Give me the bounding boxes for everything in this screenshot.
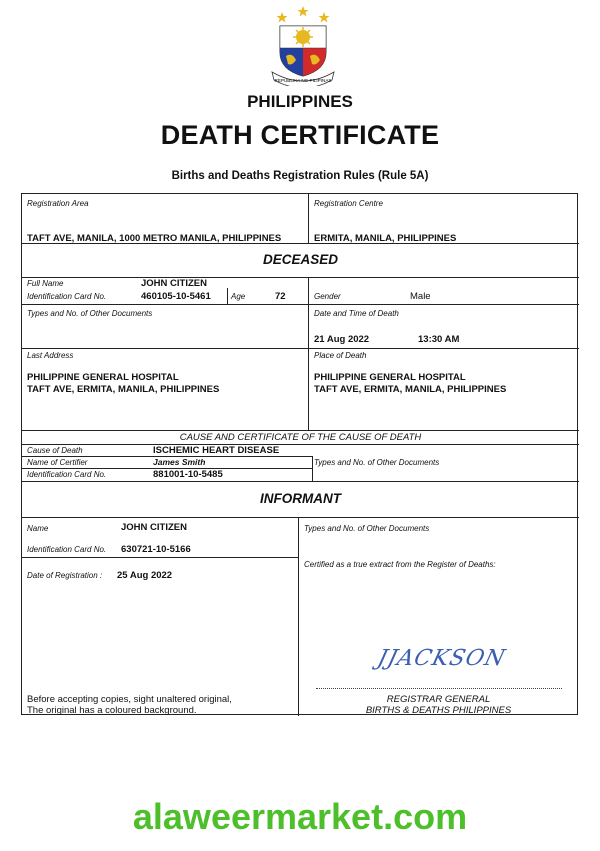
signature-line [316, 688, 562, 689]
informant-name-value: JOHN CITIZEN [121, 522, 187, 533]
registration-centre-label: Registration Centre [314, 199, 383, 208]
watermark-website: alaweermarket.com [132, 796, 468, 837]
registrar-title-line2: BIRTHS & DEATHS PHILIPPINES [365, 705, 512, 716]
place-of-death-line2: TAFT AVE, ERMITA, MANILA, PHILIPPINES [314, 384, 507, 395]
registrar-signature: JJACKSON [374, 646, 509, 671]
deceased-heading: DECEASED [262, 252, 338, 267]
informant-other-docs-label: Types and No. of Other Documents [304, 524, 430, 533]
document-title: DEATH CERTIFICATE [160, 120, 440, 150]
country-heading: PHILIPPINES [247, 92, 353, 111]
informant-id-value: 630721-10-5166 [121, 544, 191, 555]
cause-heading: CAUSE AND CERTIFICATE OF THE CAUSE OF DEATH [179, 432, 422, 443]
registration-area-label: Registration Area [27, 199, 89, 208]
philippine-coat-of-arms [268, 4, 338, 86]
informant-heading: INFORMANT [260, 491, 341, 506]
death-date-value: 21 Aug 2022 [314, 334, 370, 345]
certifier-id-label: Identification Card No. [27, 470, 107, 479]
certifier-id-value: 881001-10-5485 [153, 469, 223, 480]
age-value: 72 [275, 291, 286, 302]
last-address-line1: PHILIPPINE GENERAL HOSPITAL [27, 372, 179, 383]
registration-centre-value: ERMITA, MANILA, PHILIPPINES [314, 233, 457, 244]
registration-area-value: TAFT AVE, MANILA, 1000 METRO MANILA, PHILIPPINES [27, 233, 282, 244]
original-note-line1: Before accepting copies, sight unaltered original, [27, 694, 232, 705]
age-label: Age [231, 292, 246, 301]
death-datetime-label: Date and Time of Death [314, 309, 399, 318]
deceased-id-label: Identification Card No. [27, 292, 107, 301]
informant-name-label: Name [27, 524, 49, 533]
gender-value: Male [410, 291, 431, 302]
registration-date-label: Date of Registration : [27, 571, 103, 580]
place-of-death-line1: PHILIPPINE GENERAL HOSPITAL [314, 372, 466, 383]
cause-of-death-label: Cause of Death [27, 446, 83, 455]
full-name-label: Full Name [27, 279, 64, 288]
certifier-label: Name of Certifier [27, 458, 88, 467]
certified-extract-label: Certified as a true extract from the Register of Deaths: [304, 560, 496, 569]
rules-subtitle: Births and Deaths Registration Rules (Rule 5A) [171, 170, 429, 182]
last-address-label: Last Address [27, 351, 74, 360]
svg-text:REPUBLIKA NG PILIPINAS: REPUBLIKA NG PILIPINAS [274, 78, 332, 83]
certifier-value: James Smith [153, 457, 206, 467]
deceased-other-docs-label: Types and No. of Other Documents [27, 309, 153, 318]
gender-label: Gender [314, 292, 341, 301]
deceased-id-value: 460105-10-5461 [141, 291, 211, 302]
registration-date-value: 25 Aug 2022 [117, 570, 173, 581]
full-name-value: JOHN CITIZEN [141, 278, 207, 289]
last-address-line2: TAFT AVE, ERMITA, MANILA, PHILIPPINES [27, 384, 220, 395]
certificate-form [21, 193, 578, 715]
registrar-title-line1: REGISTRAR GENERAL [386, 694, 491, 705]
informant-id-label: Identification Card No. [27, 545, 107, 554]
cause-other-docs-label: Types and No. of Other Documents [314, 458, 440, 467]
place-of-death-label: Place of Death [314, 351, 367, 360]
death-time-value: 13:30 AM [418, 334, 460, 345]
cause-of-death-value: ISCHEMIC HEART DISEASE [153, 445, 280, 456]
original-note-line2: The original has a coloured background. [27, 705, 197, 716]
